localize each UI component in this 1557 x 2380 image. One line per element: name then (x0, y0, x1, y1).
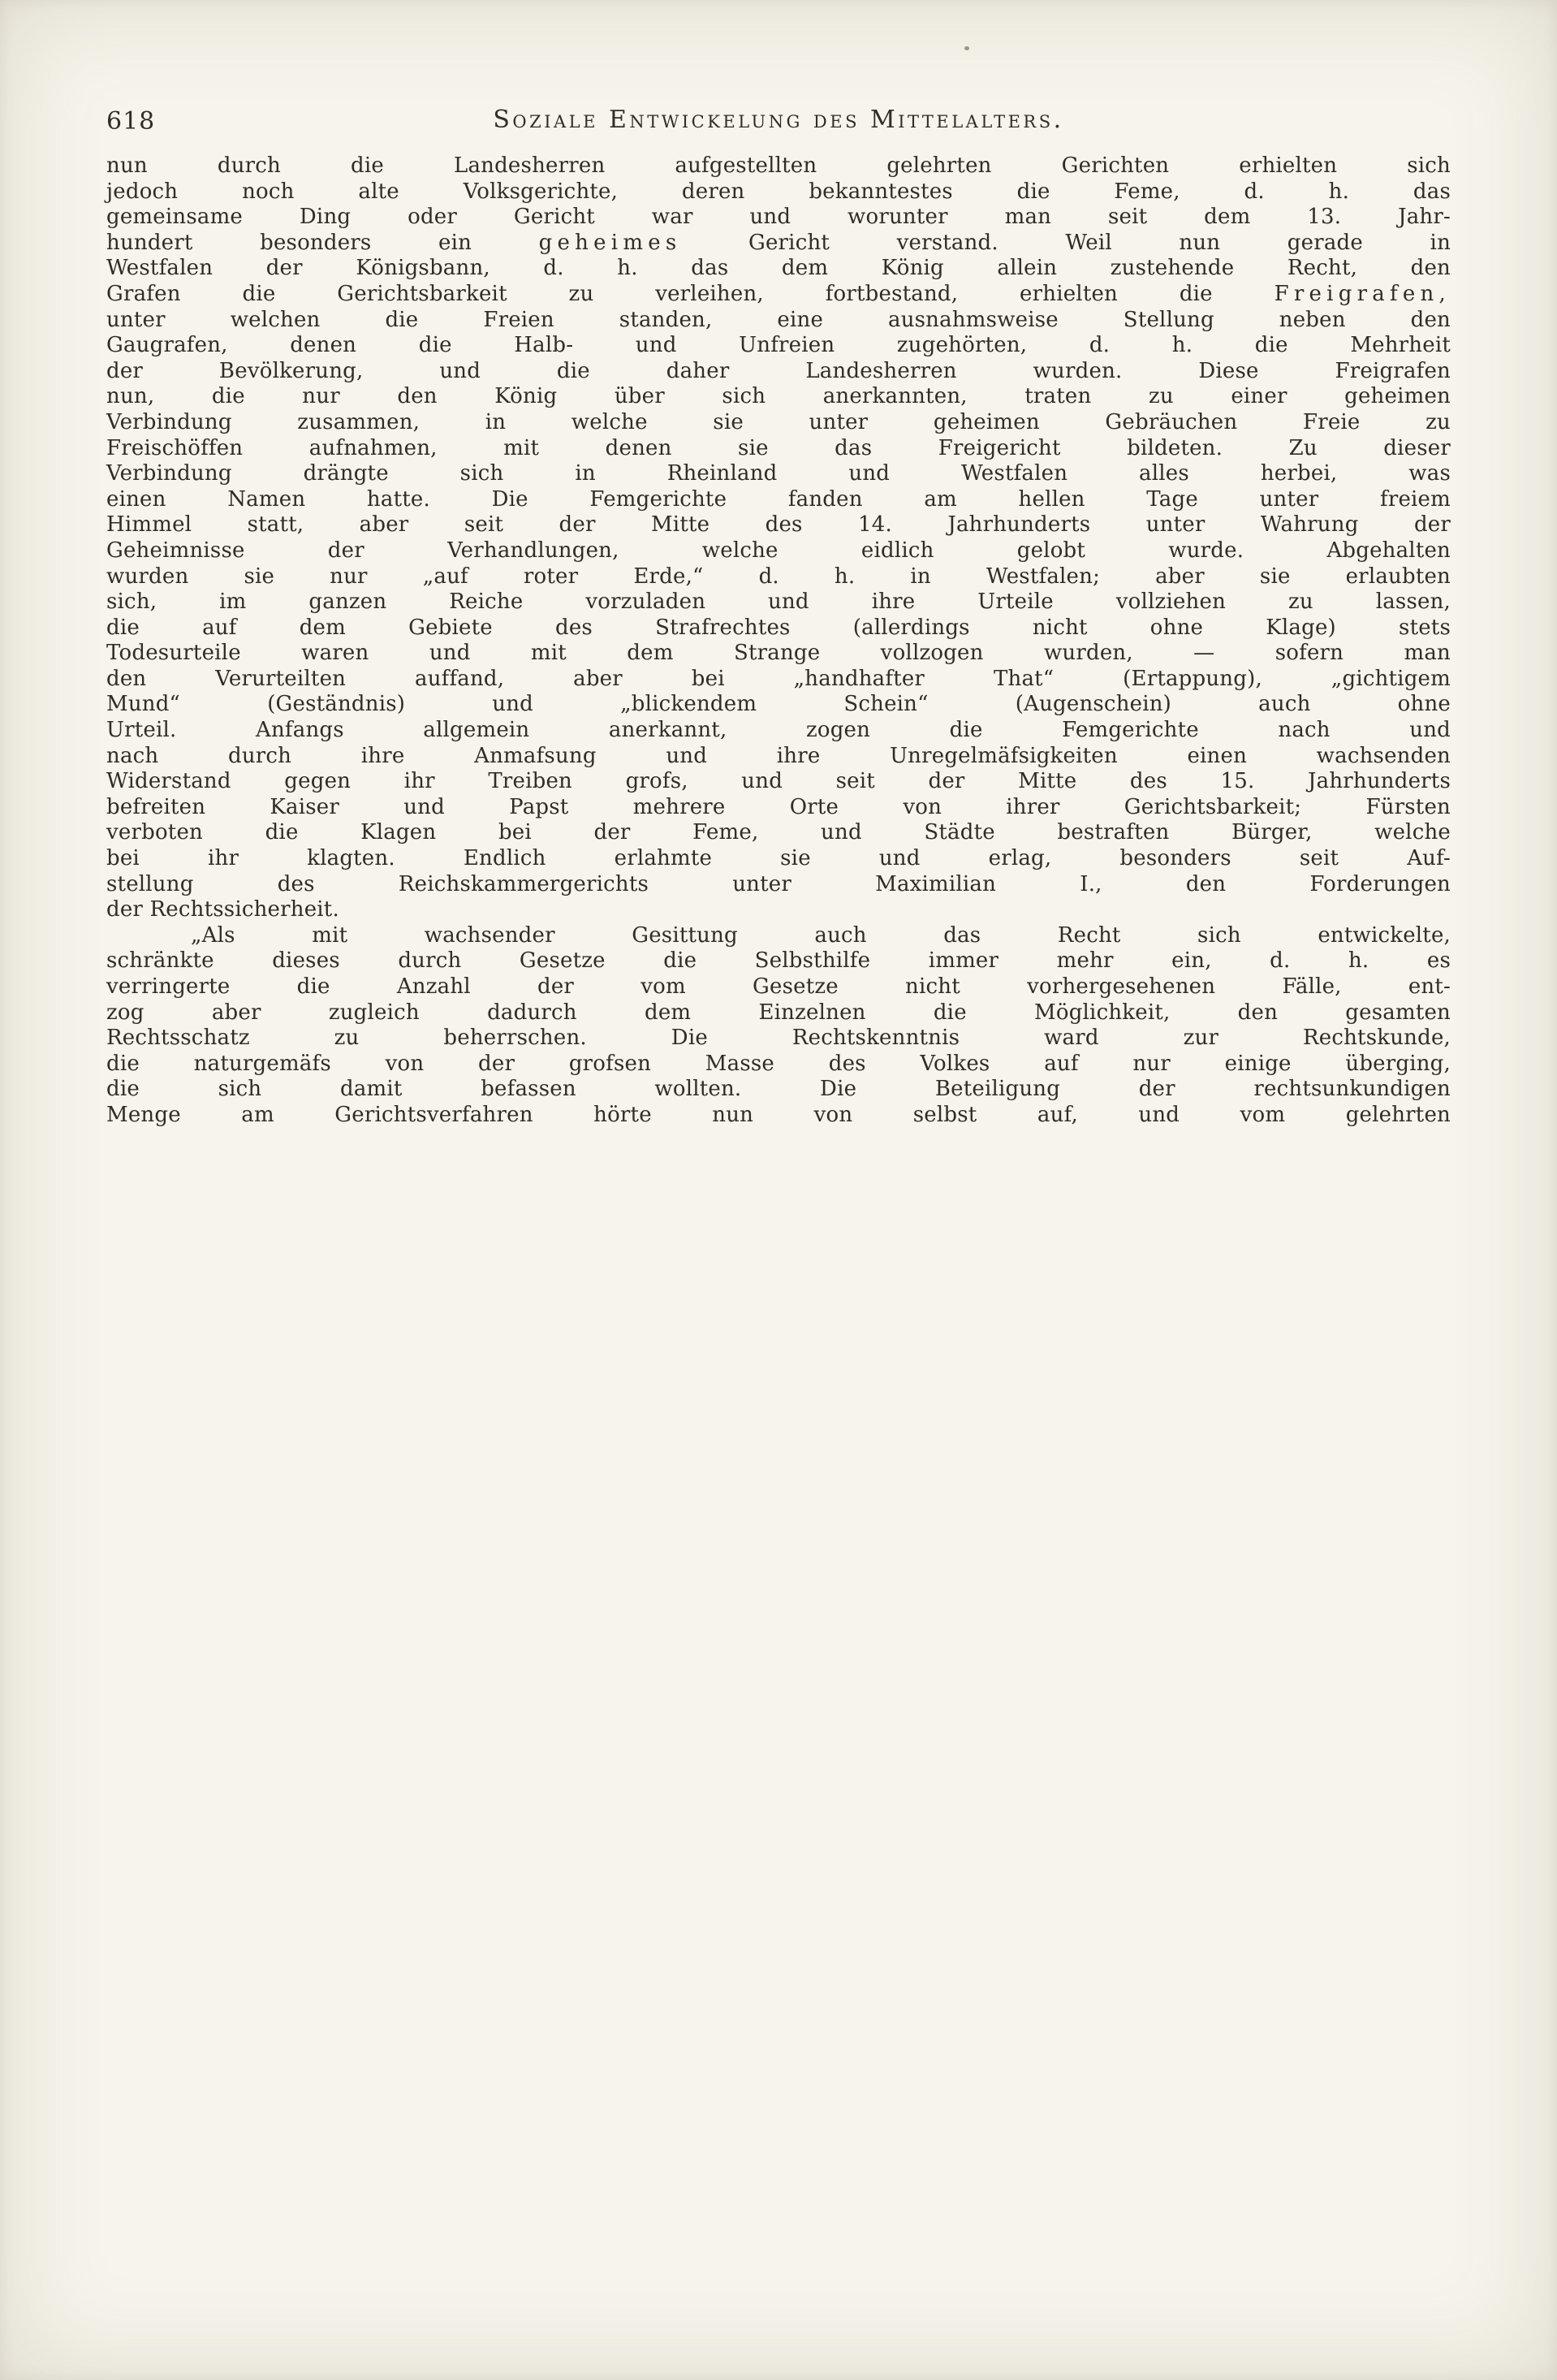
text-line: jedoch noch alte Volksgerichte, deren bekanntestes die Feme, d. h. das (106, 179, 1451, 204)
body-text (106, 153, 1451, 1129)
text-line: Verbindung zusammen, in welche sie unter geheimen Gebräuchen Freie zu (106, 409, 1451, 434)
text-line: Gaugrafen, denen die Halb- und Unfreien zugehörten, d. h. die Mehrheit (106, 333, 1451, 358)
text-line: der Rechtssicherheit. (106, 897, 339, 922)
page-number: 618 (106, 107, 156, 136)
text-line: nun, die nur den König über sich anerkannten, traten zu einer geheimen (106, 384, 1451, 409)
text-line: zog aber zugleich dadurch dem Einzelnen die Möglichkeit, den gesamten (106, 1000, 1451, 1025)
text-line: Geheimnisse der Verhandlungen, welche eidlich gelobt wurde. Abgehalten (106, 538, 1451, 563)
spaced-emphasis: geheimes (538, 230, 682, 255)
text-line: befreiten Kaiser und Papst mehrere Orte von ihrer Gerichtsbarkeit; Fürsten (106, 794, 1451, 819)
text-line: Grafen die Gerichtsbarkeit zu verleihen, fortbestand, erhielten die Freigrafen, (106, 281, 1451, 306)
text-line: gemeinsame Ding oder Gericht war und worunter man seit dem 13. Jahr- (106, 205, 1451, 230)
text-line: unter welchen die Freien standen, eine ausnahmsweise Stellung neben den (106, 307, 1451, 332)
spaced-emphasis: Freigrafen, (1274, 281, 1451, 306)
text-line: die auf dem Gebiete des Strafrechtes (allerdings nicht ohne Klage) stets (106, 615, 1451, 640)
text-line: einen Namen hatte. Die Femgerichte fanden am hellen Tage unter freiem (106, 486, 1451, 512)
paragraph-2 (106, 923, 1451, 1129)
text-line: nun durch die Landesherren aufgestellten gelehrten Gerichten erhielten sich (106, 153, 1451, 178)
text-line: Mund“ (Geständnis) und „blickendem Schein“ (Augenschein) auch ohne (106, 692, 1451, 717)
text-line: sich, im ganzen Reiche vorzuladen und ihre Urteile vollziehen zu lassen, (106, 590, 1451, 615)
text-line: den Verurteilten auffand, aber bei „handhafter That“ (Ertappung), „gichtigem (106, 666, 1451, 691)
paragraph-1 (106, 153, 1451, 923)
text-line: die naturgemäfs von der grofsen Masse des Volkes auf nur einige überging, (106, 1051, 1451, 1076)
text-line: wurden sie nur „auf roter Erde,“ d. h. in Westfalen; aber sie erlaubten (106, 564, 1451, 589)
text-line: Urteil. Anfangs allgemein anerkannt, zogen die Femgerichte nach und (106, 718, 1451, 743)
text-line: hundert besonders ein geheimes Gericht verstand. Weil nun gerade in (106, 230, 1451, 255)
scan-speck (964, 46, 969, 50)
text-line: stellung des Reichskammergerichts unter Maximilian I., den Forderungen (106, 871, 1451, 896)
text-line: Westfalen der Königsbann, d. h. das dem König allein zustehende Recht, den (106, 256, 1451, 281)
text-line: Rechtsschatz zu beherrschen. Die Rechtskenntnis ward zur Rechtskunde, (106, 1026, 1451, 1051)
text-line: Menge am Gerichtsverfahren hörte nun von selbst auf, und vom gelehrten (106, 1102, 1451, 1127)
text-line: Widerstand gegen ihr Treiben grofs, und seit der Mitte des 15. Jahrhunderts (106, 769, 1451, 794)
text-line: Verbindung drängte sich in Rheinland und Westfalen alles herbei, was (106, 461, 1451, 486)
text-line: „Als mit wachsender Gesittung auch das Recht sich entwickelte, (191, 922, 1451, 948)
text-line: Todesurteile waren und mit dem Strange vollzogen wurden, — sofern man (106, 641, 1451, 666)
text-line: verboten die Klagen bei der Feme, und Städte bestraften Bürger, welche (106, 820, 1451, 845)
text-line: schränkte dieses durch Gesetze die Selbsthilfe immer mehr ein, d. h. es (106, 948, 1451, 974)
text-line: nach durch ihre Anmafsung und ihre Unregelmäfsigkeiten einen wachsenden (106, 743, 1451, 768)
text-line: die sich damit befassen wollten. Die Beteiligung der rechtsunkundigen (106, 1077, 1451, 1102)
text-line: Freischöffen aufnahmen, mit denen sie das Freigericht bildeten. Zu dieser (106, 435, 1451, 460)
text-line: bei ihr klagten. Endlich erlahmte sie und erlag, besonders seit Auf- (106, 846, 1451, 871)
text-line: Himmel statt, aber seit der Mitte des 14. Jahrhunderts unter Wahrung der (106, 512, 1451, 538)
text-line: der Bevölkerung, und die daher Landesherren wurden. Diese Freigrafen (106, 358, 1451, 383)
running-header: Soziale Entwickelung des Mittelalters. (493, 106, 1064, 134)
text-line: verringerte die Anzahl der vom Gesetze nicht vorhergesehenen Fälle, ent- (106, 974, 1451, 999)
